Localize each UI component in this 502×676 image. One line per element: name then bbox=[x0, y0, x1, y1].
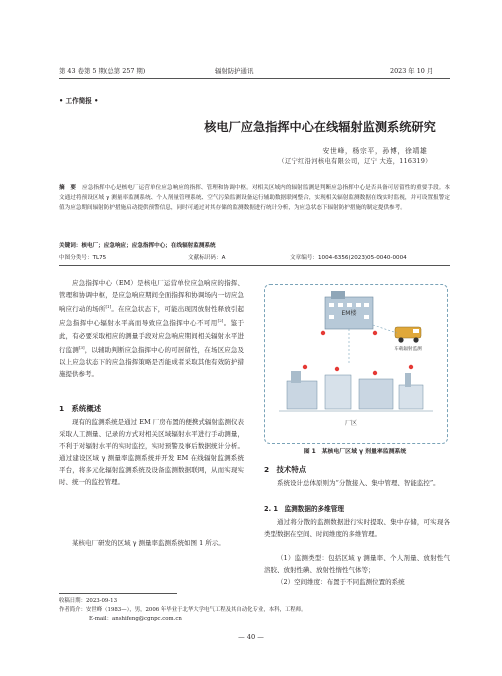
citation-1: [1] bbox=[105, 304, 112, 310]
section-2-paragraph: 系统设计总体原则为“分散接入、集中管理、智能监控”。 bbox=[277, 479, 440, 487]
section-2-1-paragraph: 通过将分散的监测数据进行实时提取、集中存储，可实现各类型数据在空间、时间维度的多维管理。 bbox=[264, 518, 450, 539]
running-header-date: 2023 年 10 月 bbox=[390, 67, 434, 75]
section-1-heading: 1 系统概述 bbox=[59, 404, 102, 413]
vehicle-label: 车载辐射监测 bbox=[394, 347, 422, 352]
citation-2: [2] bbox=[217, 318, 224, 324]
plant-area-label: 厂区 bbox=[344, 420, 358, 427]
section-2-heading: 2 技术特点 bbox=[264, 465, 307, 474]
citation-3: [3] bbox=[78, 344, 85, 350]
article-number: 文章编号：1004-6356(2023)05-0040-0004 bbox=[290, 255, 407, 261]
list-item-2: （2）空间维度：布置于不同监测位置的系统 bbox=[277, 578, 405, 586]
em-building-label: EM楼 bbox=[341, 310, 357, 317]
plant-buildings-icon bbox=[279, 371, 433, 411]
document-code: 文献标识码：A bbox=[188, 255, 226, 261]
abstract-rule bbox=[59, 265, 450, 266]
page-number: — 40 — bbox=[238, 633, 264, 641]
section-1-paragraph-2: 某核电厂研发的区域 γ 测量率监测系统如图 1 所示。 bbox=[72, 539, 225, 547]
intro-paragraph: 应急指挥中心（EM）是核电厂运营单位应急响应的指挥、管理和协调中枢，是应急响应期间全面指挥和协调场内一切应急响应行动的场所[1]。在应急状态下，可能出现因放射性释放引起应急指挥中心辐射水平高而导致应急指挥中心不可用[2]。鉴于此，有必要采取相应的测量手段对应急响应期间相关辐射水平进行监测[3]，以辅助判断应急指挥中心的可居留性，在场区应急及以上应急状态下的应急指挥策略是否能成者采取其他有效防护措施提供参考。 bbox=[59, 279, 245, 379]
section-tag: • 工作简报 • bbox=[59, 97, 99, 105]
keywords-text: 核电厂；应急响应；应急指挥中心；在线辐射监测系统 bbox=[81, 243, 216, 249]
received-date: 收稿日期：2023-09-13 bbox=[59, 598, 118, 604]
monitor-point-icon bbox=[303, 365, 307, 369]
abstract-text: 应急指挥中心是核电厂运营单位应急响应的指挥、管理和协调中枢。对相关区域内的辐射监测是判断应急指挥中心是否具备可居留性的重要手段。本文通过将预设区域 γ 测量率监测系统、个人剂量管理系统、空气污染监测设备运行辅助数据联网整合，实现相关辐射监测数据在线实时监视，并可设置报警定值为应急期间辐射防护措施启动提供预警信息，同时可通过对其存储的监测数据进行统计分析，为应急状态下辐射防护措施的制定提供参考。 bbox=[59, 185, 450, 211]
monitor-point-icon bbox=[335, 367, 339, 371]
monitoring-vehicle-icon bbox=[395, 327, 421, 343]
monitor-point-icon bbox=[373, 371, 377, 375]
header-rule bbox=[59, 78, 450, 79]
paper-title: 核电厂应急指挥中心在线辐射监测系统研究 bbox=[204, 120, 436, 134]
monitor-point-icon bbox=[409, 365, 413, 369]
section-1-paragraph-1: 现有的监测系统是通过 EM 厂房布置的便携式辐射监测仪表采取人工测量、记录的方式对相关区域辐射水平进行手动测量，不利于对辐射水平的实时监控，实时预警及事后数据统计分析。通过建设区域 γ 测量率监测系统并开发 EM 在线辐射监测系统平台，将多元化辐射监测系统及设备监测数据联网，从而实现实时、统一的监控管理。 bbox=[59, 418, 244, 487]
monitor-point-icon bbox=[373, 331, 377, 335]
monitor-point-icon bbox=[321, 331, 325, 335]
running-header-issue: 第 43 卷第 5 期(总第 257 期) bbox=[59, 67, 146, 75]
abstract bbox=[59, 183, 450, 213]
section-2-1-heading: 2. 1 监测数据的多维管理 bbox=[264, 505, 344, 513]
keywords-label: 关键词： bbox=[59, 243, 82, 249]
clc-number: 中图分类号：TL75 bbox=[59, 255, 107, 261]
author-bio: 作者简介：安世峰（1983—），男，2006 年毕业于北华大学电气工程及其自动化专业，本科，工程师。 bbox=[59, 607, 307, 613]
figure-1 bbox=[264, 284, 448, 444]
running-header-journal: 辐射防护通讯 bbox=[215, 67, 254, 75]
keywords bbox=[59, 241, 216, 249]
list-item-1: （1）监测类型：包括区域 γ 测量率、个人剂量、放射性气溶胶、放射性碘、放射性惰性气体等； bbox=[264, 554, 450, 575]
abstract-label: 摘 要 bbox=[59, 185, 76, 191]
affiliation: （辽宁红沿河核电有限公司，辽宁 大连，116319） bbox=[278, 158, 432, 165]
footnote-rule bbox=[59, 593, 177, 594]
authors: 安世峰，杨宗平，孙博，徐靖雄 bbox=[322, 147, 428, 155]
figure-1-illustration bbox=[265, 285, 447, 443]
author-email: E-mail：anshifeng@cgnpc.com.cn bbox=[89, 616, 182, 622]
figure-1-caption: 图 1 某核电厂区域 γ 剂量率监测系统 bbox=[303, 449, 407, 455]
